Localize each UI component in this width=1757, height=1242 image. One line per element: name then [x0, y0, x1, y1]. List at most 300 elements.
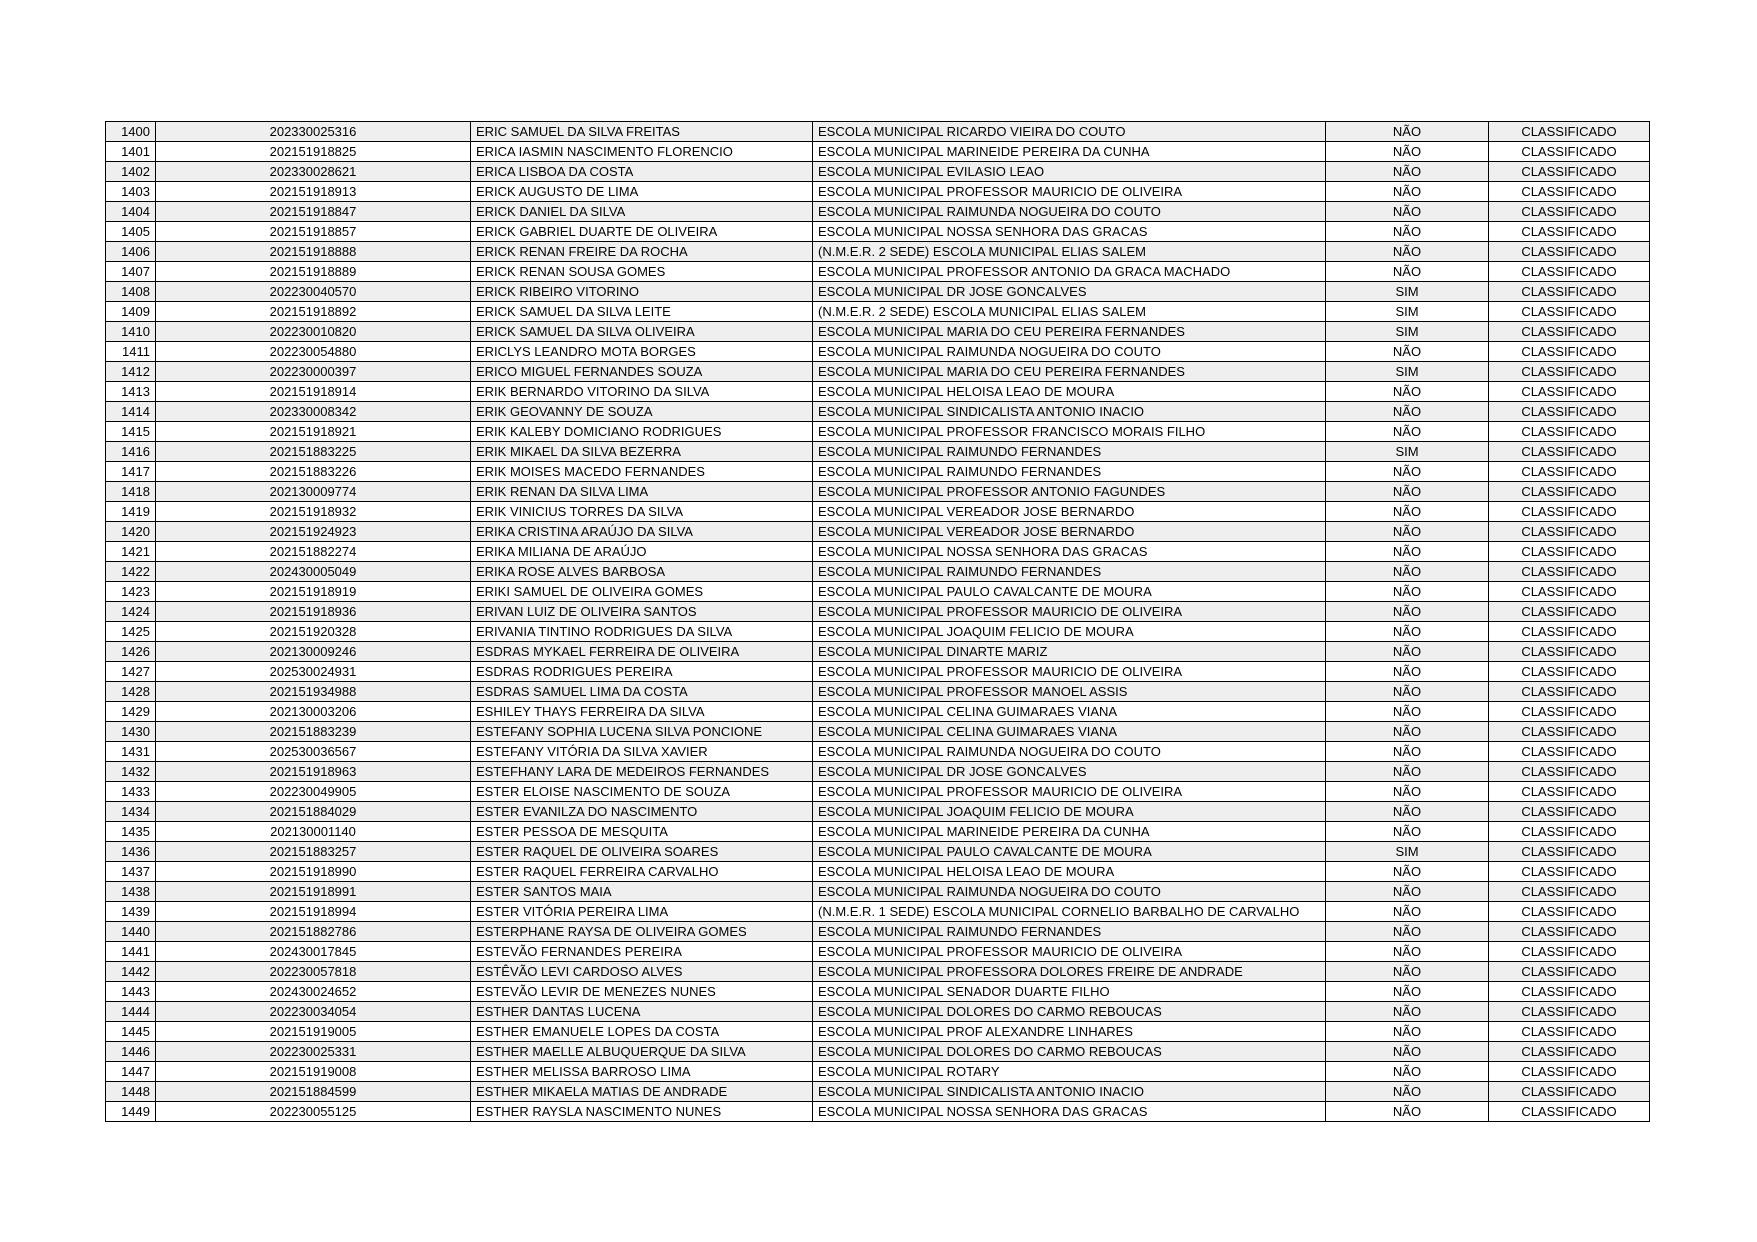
sim-nao-cell: NÃO: [1326, 662, 1489, 682]
student-name-cell: ESTHER MAELLE ALBUQUERQUE DA SILVA: [471, 1042, 813, 1062]
school-cell: ESCOLA MUNICIPAL RICARDO VIEIRA DO COUTO: [813, 122, 1326, 142]
student-name-cell: ERIK RENAN DA SILVA LIMA: [471, 482, 813, 502]
school-cell: ESCOLA MUNICIPAL PAULO CAVALCANTE DE MOURA: [813, 842, 1326, 862]
student-name-cell: ERICLYS LEANDRO MOTA BORGES: [471, 342, 813, 362]
student-name-cell: ESHILEY THAYS FERREIRA DA SILVA: [471, 702, 813, 722]
status-cell: CLASSIFICADO: [1489, 922, 1650, 942]
table-row: [106, 122, 1650, 142]
school-cell: ESCOLA MUNICIPAL DINARTE MARIZ: [813, 642, 1326, 662]
sim-nao-cell: NÃO: [1326, 262, 1489, 282]
row-number-cell: 1438: [106, 882, 156, 902]
school-cell: ESCOLA MUNICIPAL RAIMUNDA NOGUEIRA DO COUTO: [813, 882, 1326, 902]
row-number-cell: 1425: [106, 622, 156, 642]
row-number-cell: 1430: [106, 722, 156, 742]
student-name-cell: ESTEFANY VITÓRIA DA SILVA XAVIER: [471, 742, 813, 762]
student-name-cell: ESTHER EMANUELE LOPES DA COSTA: [471, 1022, 813, 1042]
row-number-cell: 1446: [106, 1042, 156, 1062]
school-cell: ESCOLA MUNICIPAL DOLORES DO CARMO REBOUCAS: [813, 1042, 1326, 1062]
row-number-cell: 1426: [106, 642, 156, 662]
student-name-cell: ESTÊVÃO LEVI CARDOSO ALVES: [471, 962, 813, 982]
status-cell: CLASSIFICADO: [1489, 562, 1650, 582]
status-cell: CLASSIFICADO: [1489, 362, 1650, 382]
registration-id-cell: 202151918857: [156, 222, 471, 242]
status-cell: CLASSIFICADO: [1489, 162, 1650, 182]
sim-nao-cell: SIM: [1326, 362, 1489, 382]
row-number-cell: 1405: [106, 222, 156, 242]
row-number-cell: 1429: [106, 702, 156, 722]
school-cell: ESCOLA MUNICIPAL CELINA GUIMARAES VIANA: [813, 702, 1326, 722]
sim-nao-cell: NÃO: [1326, 1082, 1489, 1102]
registration-id-cell: 202151883225: [156, 442, 471, 462]
row-number-cell: 1404: [106, 202, 156, 222]
registration-id-cell: 202230000397: [156, 362, 471, 382]
row-number-cell: 1444: [106, 1002, 156, 1022]
status-cell: CLASSIFICADO: [1489, 762, 1650, 782]
student-name-cell: ESTEFHANY LARA DE MEDEIROS FERNANDES: [471, 762, 813, 782]
table-row: [106, 682, 1650, 702]
status-cell: CLASSIFICADO: [1489, 202, 1650, 222]
school-cell: ESCOLA MUNICIPAL PROFESSOR MAURICIO DE OLIVEIRA: [813, 662, 1326, 682]
table-row: [106, 762, 1650, 782]
registration-id-cell: 202151924923: [156, 522, 471, 542]
registration-id-cell: 202151883226: [156, 462, 471, 482]
status-cell: CLASSIFICADO: [1489, 882, 1650, 902]
school-cell: (N.M.E.R. 1 SEDE) ESCOLA MUNICIPAL CORNELIO BARBALHO DE CARVALHO: [813, 902, 1326, 922]
registration-id-cell: 202151919005: [156, 1022, 471, 1042]
school-cell: ESCOLA MUNICIPAL SENADOR DUARTE FILHO: [813, 982, 1326, 1002]
school-cell: ESCOLA MUNICIPAL CELINA GUIMARAES VIANA: [813, 722, 1326, 742]
sim-nao-cell: NÃO: [1326, 1062, 1489, 1082]
status-cell: CLASSIFICADO: [1489, 522, 1650, 542]
sim-nao-cell: NÃO: [1326, 162, 1489, 182]
registration-id-cell: 202130003206: [156, 702, 471, 722]
school-cell: ESCOLA MUNICIPAL PROFESSOR MAURICIO DE OLIVEIRA: [813, 602, 1326, 622]
school-cell: ESCOLA MUNICIPAL DR JOSE GONCALVES: [813, 282, 1326, 302]
school-cell: ESCOLA MUNICIPAL NOSSA SENHORA DAS GRACAS: [813, 222, 1326, 242]
table-row: [106, 602, 1650, 622]
table-row: [106, 522, 1650, 542]
student-name-cell: ERIVAN LUIZ DE OLIVEIRA SANTOS: [471, 602, 813, 622]
school-cell: ESCOLA MUNICIPAL PROF ALEXANDRE LINHARES: [813, 1022, 1326, 1042]
sim-nao-cell: SIM: [1326, 442, 1489, 462]
row-number-cell: 1418: [106, 482, 156, 502]
row-number-cell: 1447: [106, 1062, 156, 1082]
table-row: [106, 402, 1650, 422]
status-cell: CLASSIFICADO: [1489, 582, 1650, 602]
student-name-cell: ERIKA ROSE ALVES BARBOSA: [471, 562, 813, 582]
status-cell: CLASSIFICADO: [1489, 982, 1650, 1002]
status-cell: CLASSIFICADO: [1489, 862, 1650, 882]
registration-id-cell: 202530036567: [156, 742, 471, 762]
registration-id-cell: 202151918963: [156, 762, 471, 782]
registration-id-cell: 202151918991: [156, 882, 471, 902]
table-row: [106, 502, 1650, 522]
sim-nao-cell: NÃO: [1326, 1102, 1489, 1122]
student-name-cell: ESTEVÃO LEVIR DE MENEZES NUNES: [471, 982, 813, 1002]
student-name-cell: ESTEVÃO FERNANDES PEREIRA: [471, 942, 813, 962]
row-number-cell: 1441: [106, 942, 156, 962]
sim-nao-cell: NÃO: [1326, 482, 1489, 502]
registration-id-cell: 202151918914: [156, 382, 471, 402]
sim-nao-cell: NÃO: [1326, 202, 1489, 222]
student-name-cell: ERICK SAMUEL DA SILVA LEITE: [471, 302, 813, 322]
row-number-cell: 1431: [106, 742, 156, 762]
sim-nao-cell: NÃO: [1326, 902, 1489, 922]
student-name-cell: ERIVANIA TINTINO RODRIGUES DA SILVA: [471, 622, 813, 642]
row-number-cell: 1423: [106, 582, 156, 602]
student-name-cell: ESTHER MELISSA BARROSO LIMA: [471, 1062, 813, 1082]
row-number-cell: 1414: [106, 402, 156, 422]
table-row: [106, 242, 1650, 262]
row-number-cell: 1412: [106, 362, 156, 382]
sim-nao-cell: NÃO: [1326, 882, 1489, 902]
status-cell: CLASSIFICADO: [1489, 462, 1650, 482]
school-cell: ESCOLA MUNICIPAL EVILASIO LEAO: [813, 162, 1326, 182]
status-cell: CLASSIFICADO: [1489, 802, 1650, 822]
row-number-cell: 1424: [106, 602, 156, 622]
student-name-cell: ESTHER DANTAS LUCENA: [471, 1002, 813, 1022]
school-cell: ESCOLA MUNICIPAL MARINEIDE PEREIRA DA CUNHA: [813, 142, 1326, 162]
registration-id-cell: 202230054880: [156, 342, 471, 362]
registration-id-cell: 202130001140: [156, 822, 471, 842]
status-cell: CLASSIFICADO: [1489, 262, 1650, 282]
sim-nao-cell: NÃO: [1326, 962, 1489, 982]
status-cell: CLASSIFICADO: [1489, 742, 1650, 762]
sim-nao-cell: NÃO: [1326, 182, 1489, 202]
row-number-cell: 1428: [106, 682, 156, 702]
status-cell: CLASSIFICADO: [1489, 602, 1650, 622]
row-number-cell: 1415: [106, 422, 156, 442]
row-number-cell: 1435: [106, 822, 156, 842]
status-cell: CLASSIFICADO: [1489, 642, 1650, 662]
table-row: [106, 702, 1650, 722]
table-row: [106, 902, 1650, 922]
table-row: [106, 722, 1650, 742]
sim-nao-cell: NÃO: [1326, 1042, 1489, 1062]
status-cell: CLASSIFICADO: [1489, 402, 1650, 422]
student-name-cell: ERICA LISBOA DA COSTA: [471, 162, 813, 182]
table-row: [106, 842, 1650, 862]
sim-nao-cell: SIM: [1326, 322, 1489, 342]
school-cell: ESCOLA MUNICIPAL PROFESSOR MAURICIO DE OLIVEIRA: [813, 782, 1326, 802]
school-cell: ESCOLA MUNICIPAL PROFESSOR ANTONIO FAGUNDES: [813, 482, 1326, 502]
status-cell: CLASSIFICADO: [1489, 842, 1650, 862]
student-name-cell: ERIC SAMUEL DA SILVA FREITAS: [471, 122, 813, 142]
student-name-cell: ESDRAS RODRIGUES PEREIRA: [471, 662, 813, 682]
table-row: [106, 382, 1650, 402]
table-row: [106, 1102, 1650, 1122]
sim-nao-cell: NÃO: [1326, 422, 1489, 442]
row-number-cell: 1419: [106, 502, 156, 522]
sim-nao-cell: NÃO: [1326, 122, 1489, 142]
table-row: [106, 862, 1650, 882]
row-number-cell: 1422: [106, 562, 156, 582]
status-cell: CLASSIFICADO: [1489, 482, 1650, 502]
student-name-cell: ERICO MIGUEL FERNANDES SOUZA: [471, 362, 813, 382]
registration-id-cell: 202151882786: [156, 922, 471, 942]
table-row: [106, 562, 1650, 582]
status-cell: CLASSIFICADO: [1489, 662, 1650, 682]
student-name-cell: ERIK GEOVANNY DE SOUZA: [471, 402, 813, 422]
status-cell: CLASSIFICADO: [1489, 502, 1650, 522]
table-row: [106, 622, 1650, 642]
student-name-cell: ERICK RIBEIRO VITORINO: [471, 282, 813, 302]
school-cell: ESCOLA MUNICIPAL RAIMUNDA NOGUEIRA DO COUTO: [813, 202, 1326, 222]
registration-id-cell: 202151918921: [156, 422, 471, 442]
registration-id-cell: 202151918994: [156, 902, 471, 922]
registration-id-cell: 202151918888: [156, 242, 471, 262]
sim-nao-cell: NÃO: [1326, 602, 1489, 622]
table-row: [106, 342, 1650, 362]
status-cell: CLASSIFICADO: [1489, 182, 1650, 202]
school-cell: ESCOLA MUNICIPAL RAIMUNDO FERNANDES: [813, 442, 1326, 462]
student-name-cell: ERIK MOISES MACEDO FERNANDES: [471, 462, 813, 482]
row-number-cell: 1436: [106, 842, 156, 862]
student-name-cell: ESTERPHANE RAYSA DE OLIVEIRA GOMES: [471, 922, 813, 942]
status-cell: CLASSIFICADO: [1489, 302, 1650, 322]
registration-id-cell: 202151918892: [156, 302, 471, 322]
table-row: [106, 202, 1650, 222]
school-cell: ESCOLA MUNICIPAL MARINEIDE PEREIRA DA CUNHA: [813, 822, 1326, 842]
status-cell: CLASSIFICADO: [1489, 942, 1650, 962]
school-cell: ESCOLA MUNICIPAL PROFESSORA DOLORES FREIRE DE ANDRADE: [813, 962, 1326, 982]
sim-nao-cell: NÃO: [1326, 922, 1489, 942]
sim-nao-cell: SIM: [1326, 842, 1489, 862]
row-number-cell: 1409: [106, 302, 156, 322]
table-row: [106, 662, 1650, 682]
status-cell: CLASSIFICADO: [1489, 1062, 1650, 1082]
registration-id-cell: 202330028621: [156, 162, 471, 182]
registration-id-cell: 202130009774: [156, 482, 471, 502]
status-cell: CLASSIFICADO: [1489, 542, 1650, 562]
sim-nao-cell: NÃO: [1326, 822, 1489, 842]
registration-id-cell: 202330008342: [156, 402, 471, 422]
school-cell: ESCOLA MUNICIPAL PROFESSOR MAURICIO DE OLIVEIRA: [813, 942, 1326, 962]
registration-id-cell: 202151883257: [156, 842, 471, 862]
status-cell: CLASSIFICADO: [1489, 782, 1650, 802]
table-row: [106, 142, 1650, 162]
status-cell: CLASSIFICADO: [1489, 962, 1650, 982]
row-number-cell: 1417: [106, 462, 156, 482]
status-cell: CLASSIFICADO: [1489, 222, 1650, 242]
sim-nao-cell: NÃO: [1326, 802, 1489, 822]
student-name-cell: ERICA IASMIN NASCIMENTO FLORENCIO: [471, 142, 813, 162]
registration-id-cell: 202151918932: [156, 502, 471, 522]
school-cell: ESCOLA MUNICIPAL PROFESSOR FRANCISCO MORAIS FILHO: [813, 422, 1326, 442]
table-row: [106, 802, 1650, 822]
registration-id-cell: 202151884029: [156, 802, 471, 822]
registration-id-cell: 202151918990: [156, 862, 471, 882]
registration-id-cell: 202230034054: [156, 1002, 471, 1022]
school-cell: ESCOLA MUNICIPAL VEREADOR JOSE BERNARDO: [813, 502, 1326, 522]
row-number-cell: 1411: [106, 342, 156, 362]
school-cell: ESCOLA MUNICIPAL HELOISA LEAO DE MOURA: [813, 862, 1326, 882]
sim-nao-cell: NÃO: [1326, 142, 1489, 162]
registration-id-cell: 202151882274: [156, 542, 471, 562]
school-cell: ESCOLA MUNICIPAL RAIMUNDO FERNANDES: [813, 462, 1326, 482]
row-number-cell: 1442: [106, 962, 156, 982]
status-cell: CLASSIFICADO: [1489, 442, 1650, 462]
status-cell: CLASSIFICADO: [1489, 142, 1650, 162]
registration-id-cell: 202430024652: [156, 982, 471, 1002]
student-name-cell: ERIK BERNARDO VITORINO DA SILVA: [471, 382, 813, 402]
registration-id-cell: 202151919008: [156, 1062, 471, 1082]
status-cell: CLASSIFICADO: [1489, 422, 1650, 442]
school-cell: ESCOLA MUNICIPAL NOSSA SENHORA DAS GRACAS: [813, 542, 1326, 562]
school-cell: ESCOLA MUNICIPAL RAIMUNDA NOGUEIRA DO COUTO: [813, 742, 1326, 762]
registration-id-cell: 202151883239: [156, 722, 471, 742]
school-cell: ESCOLA MUNICIPAL JOAQUIM FELICIO DE MOURA: [813, 802, 1326, 822]
status-cell: CLASSIFICADO: [1489, 1022, 1650, 1042]
sim-nao-cell: NÃO: [1326, 1002, 1489, 1022]
student-name-cell: ERICK AUGUSTO DE LIMA: [471, 182, 813, 202]
student-name-cell: ERIKI SAMUEL DE OLIVEIRA GOMES: [471, 582, 813, 602]
row-number-cell: 1437: [106, 862, 156, 882]
sim-nao-cell: NÃO: [1326, 782, 1489, 802]
registration-id-cell: 202151918919: [156, 582, 471, 602]
table-row: [106, 822, 1650, 842]
sim-nao-cell: NÃO: [1326, 642, 1489, 662]
table-row: [106, 942, 1650, 962]
table-row: [106, 1082, 1650, 1102]
sim-nao-cell: NÃO: [1326, 862, 1489, 882]
table-row: [106, 162, 1650, 182]
row-number-cell: 1434: [106, 802, 156, 822]
table-row: [106, 222, 1650, 242]
table-row: [106, 322, 1650, 342]
student-name-cell: ESTER EVANILZA DO NASCIMENTO: [471, 802, 813, 822]
school-cell: (N.M.E.R. 2 SEDE) ESCOLA MUNICIPAL ELIAS SALEM: [813, 242, 1326, 262]
status-cell: CLASSIFICADO: [1489, 1102, 1650, 1122]
student-name-cell: ESTER RAQUEL DE OLIVEIRA SOARES: [471, 842, 813, 862]
row-number-cell: 1443: [106, 982, 156, 1002]
student-name-cell: ESDRAS MYKAEL FERREIRA DE OLIVEIRA: [471, 642, 813, 662]
student-name-cell: ERICK GABRIEL DUARTE DE OLIVEIRA: [471, 222, 813, 242]
status-cell: CLASSIFICADO: [1489, 902, 1650, 922]
table-row: [106, 1062, 1650, 1082]
table-row: [106, 282, 1650, 302]
student-name-cell: ERICK RENAN FREIRE DA ROCHA: [471, 242, 813, 262]
row-number-cell: 1439: [106, 902, 156, 922]
student-name-cell: ESTEFANY SOPHIA LUCENA SILVA PONCIONE: [471, 722, 813, 742]
school-cell: ESCOLA MUNICIPAL PROFESSOR MANOEL ASSIS: [813, 682, 1326, 702]
row-number-cell: 1407: [106, 262, 156, 282]
table-row: [106, 362, 1650, 382]
student-name-cell: ERICK DANIEL DA SILVA: [471, 202, 813, 222]
status-cell: CLASSIFICADO: [1489, 242, 1650, 262]
registration-id-cell: 202151920328: [156, 622, 471, 642]
table-row: [106, 1042, 1650, 1062]
school-cell: ESCOLA MUNICIPAL SINDICALISTA ANTONIO INACIO: [813, 402, 1326, 422]
registration-id-cell: 202151934988: [156, 682, 471, 702]
school-cell: ESCOLA MUNICIPAL NOSSA SENHORA DAS GRACAS: [813, 1102, 1326, 1122]
sim-nao-cell: NÃO: [1326, 242, 1489, 262]
school-cell: ESCOLA MUNICIPAL SINDICALISTA ANTONIO INACIO: [813, 1082, 1326, 1102]
sim-nao-cell: NÃO: [1326, 622, 1489, 642]
school-cell: ESCOLA MUNICIPAL MARIA DO CEU PEREIRA FERNANDES: [813, 362, 1326, 382]
table-row: [106, 962, 1650, 982]
status-cell: CLASSIFICADO: [1489, 622, 1650, 642]
registration-id-cell: 202230040570: [156, 282, 471, 302]
status-cell: CLASSIFICADO: [1489, 822, 1650, 842]
student-name-cell: ERIK VINICIUS TORRES DA SILVA: [471, 502, 813, 522]
student-name-cell: ESDRAS SAMUEL LIMA DA COSTA: [471, 682, 813, 702]
sim-nao-cell: NÃO: [1326, 542, 1489, 562]
registration-id-cell: 202230049905: [156, 782, 471, 802]
status-cell: CLASSIFICADO: [1489, 702, 1650, 722]
school-cell: ESCOLA MUNICIPAL ROTARY: [813, 1062, 1326, 1082]
school-cell: ESCOLA MUNICIPAL VEREADOR JOSE BERNARDO: [813, 522, 1326, 542]
table-row: [106, 882, 1650, 902]
status-cell: CLASSIFICADO: [1489, 722, 1650, 742]
row-number-cell: 1416: [106, 442, 156, 462]
registration-id-cell: 202430005049: [156, 562, 471, 582]
table-row: [106, 922, 1650, 942]
row-number-cell: 1401: [106, 142, 156, 162]
school-cell: ESCOLA MUNICIPAL PROFESSOR MAURICIO DE OLIVEIRA: [813, 182, 1326, 202]
registration-id-cell: 202230025331: [156, 1042, 471, 1062]
classification-table: [105, 121, 1650, 1122]
sim-nao-cell: NÃO: [1326, 562, 1489, 582]
row-number-cell: 1400: [106, 122, 156, 142]
school-cell: (N.M.E.R. 2 SEDE) ESCOLA MUNICIPAL ELIAS SALEM: [813, 302, 1326, 322]
row-number-cell: 1413: [106, 382, 156, 402]
row-number-cell: 1402: [106, 162, 156, 182]
school-cell: ESCOLA MUNICIPAL DR JOSE GONCALVES: [813, 762, 1326, 782]
school-cell: ESCOLA MUNICIPAL HELOISA LEAO DE MOURA: [813, 382, 1326, 402]
sim-nao-cell: NÃO: [1326, 382, 1489, 402]
registration-id-cell: 202151918889: [156, 262, 471, 282]
table-row: [106, 542, 1650, 562]
student-name-cell: ESTHER RAYSLA NASCIMENTO NUNES: [471, 1102, 813, 1122]
status-cell: CLASSIFICADO: [1489, 1042, 1650, 1062]
student-name-cell: ESTER PESSOA DE MESQUITA: [471, 822, 813, 842]
table-row: [106, 182, 1650, 202]
row-number-cell: 1448: [106, 1082, 156, 1102]
school-cell: ESCOLA MUNICIPAL RAIMUNDO FERNANDES: [813, 562, 1326, 582]
registration-id-cell: 202430017845: [156, 942, 471, 962]
school-cell: ESCOLA MUNICIPAL PAULO CAVALCANTE DE MOURA: [813, 582, 1326, 602]
row-number-cell: 1433: [106, 782, 156, 802]
sim-nao-cell: NÃO: [1326, 1022, 1489, 1042]
status-cell: CLASSIFICADO: [1489, 342, 1650, 362]
registration-id-cell: 202330025316: [156, 122, 471, 142]
status-cell: CLASSIFICADO: [1489, 322, 1650, 342]
sim-nao-cell: NÃO: [1326, 742, 1489, 762]
registration-id-cell: 202151918825: [156, 142, 471, 162]
student-name-cell: ESTER SANTOS MAIA: [471, 882, 813, 902]
status-cell: CLASSIFICADO: [1489, 1002, 1650, 1022]
student-name-cell: ERICK RENAN SOUSA GOMES: [471, 262, 813, 282]
sim-nao-cell: NÃO: [1326, 762, 1489, 782]
row-number-cell: 1421: [106, 542, 156, 562]
sim-nao-cell: NÃO: [1326, 222, 1489, 242]
table-row: [106, 782, 1650, 802]
status-cell: CLASSIFICADO: [1489, 382, 1650, 402]
table-row: [106, 642, 1650, 662]
table-row: [106, 1022, 1650, 1042]
sim-nao-cell: NÃO: [1326, 582, 1489, 602]
table-row: [106, 442, 1650, 462]
row-number-cell: 1408: [106, 282, 156, 302]
student-name-cell: ERIK KALEBY DOMICIANO RODRIGUES: [471, 422, 813, 442]
registration-id-cell: 202530024931: [156, 662, 471, 682]
school-cell: ESCOLA MUNICIPAL JOAQUIM FELICIO DE MOURA: [813, 622, 1326, 642]
sim-nao-cell: NÃO: [1326, 342, 1489, 362]
sim-nao-cell: NÃO: [1326, 942, 1489, 962]
row-number-cell: 1440: [106, 922, 156, 942]
student-name-cell: ESTER RAQUEL FERREIRA CARVALHO: [471, 862, 813, 882]
